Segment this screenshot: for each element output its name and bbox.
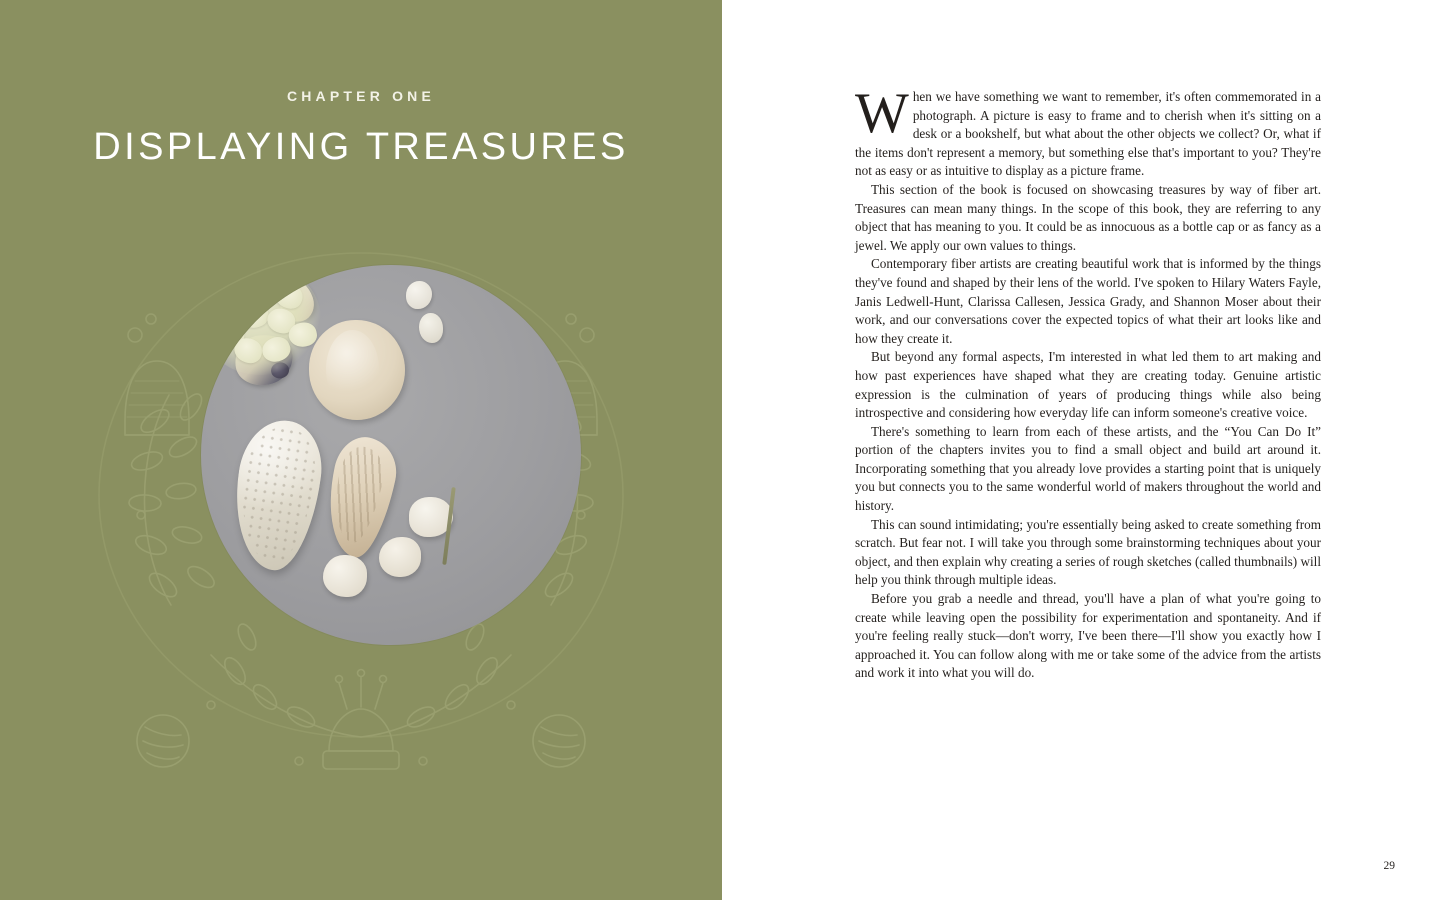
- chapter-eyebrow: CHAPTER ONE: [286, 88, 436, 104]
- small-shell-one: [323, 555, 367, 597]
- spool-icon: [137, 715, 189, 767]
- pebble-one: [406, 281, 432, 309]
- body-paragraph-1-text: hen we have something we want to remember, it's often commemorated in a photograph. A picture is easy to frame and to cherish when it's sitting on a desk or a bookshelf, but what about the other objects we collect? Or, what if the items don't represent a memory, but something else that's important to you? They're not as easy or as intuitive to display as a picture frame.: [855, 89, 1321, 179]
- small-shell-two: [379, 537, 421, 577]
- spool-icon: [533, 715, 585, 767]
- pincushion-icon: [323, 670, 399, 770]
- body-paragraph-1: [855, 82, 1321, 181]
- body-paragraph-5: There's something to learn from each of these artists, and the “You Can Do It” portion of the chapters invites you to find a small object and build art around it. Incorporating something that you already love provides a starting point that is uniquely you but connects you to the same wonderful world of makers throughout the world and history.: [855, 423, 1321, 514]
- pebble-two: [419, 313, 443, 343]
- body-paragraph-3: Contemporary fiber artists are creating beautiful work that is informed by the things they've found and shaped by their lens of the world. I've spoken to Hilary Waters Fayle, Janis Ledwell-Hunt, Clarissa Callesen, Jessica Grady, and Shannon Moser about their work, and our conversations cover the expected topics of what their art looks like and how they create it.: [855, 256, 1321, 346]
- page-title: DISPLAYING TREASURES: [93, 126, 629, 168]
- page-number: 29: [1383, 860, 1395, 872]
- right-page: [722, 0, 1440, 900]
- body-text-column: [855, 82, 1321, 683]
- drop-cap: W: [855, 82, 909, 145]
- round-shell-center: [309, 320, 405, 420]
- treasures-photograph: [201, 265, 581, 645]
- body-paragraph-4: But beyond any formal aspects, I'm interested in what led them to art making and how past experiences have shaped what they are creating today. Genuine artistic expression is the culmination of years of producing things while also being introspective and considering how everyday life can inform someone's creative voice.: [855, 349, 1321, 421]
- body-paragraph-7: Before you grab a needle and thread, you'll have a plan of what you're going to create while leaving open the possibility for experimentation and spontaneity. And if you're feeling really stuck—don't worry, I've been there—I'll show you exactly how I approached it. You can follow along with me or take some of the advice from the artists and work it into what you will do.: [855, 591, 1321, 681]
- body-paragraph-6: This can sound intimidating; you're essentially being asked to create something from scratch. But fear not. I will take you through some brainstorming techniques about your object, and then explain why creating a series of rough sketches (called thumbnails) will help you think through multiple ideas.: [855, 516, 1321, 588]
- body-paragraph-2: This section of the book is focused on showcasing treasures by way of fiber art. Treasures can mean many things. In the scope of this book, they are referring to any object that has meaning to you. It could be as innocuous as a bottle cap or as fancy as a jewel. We apply our own values to things.: [855, 181, 1321, 253]
- coral-piece: [226, 415, 328, 575]
